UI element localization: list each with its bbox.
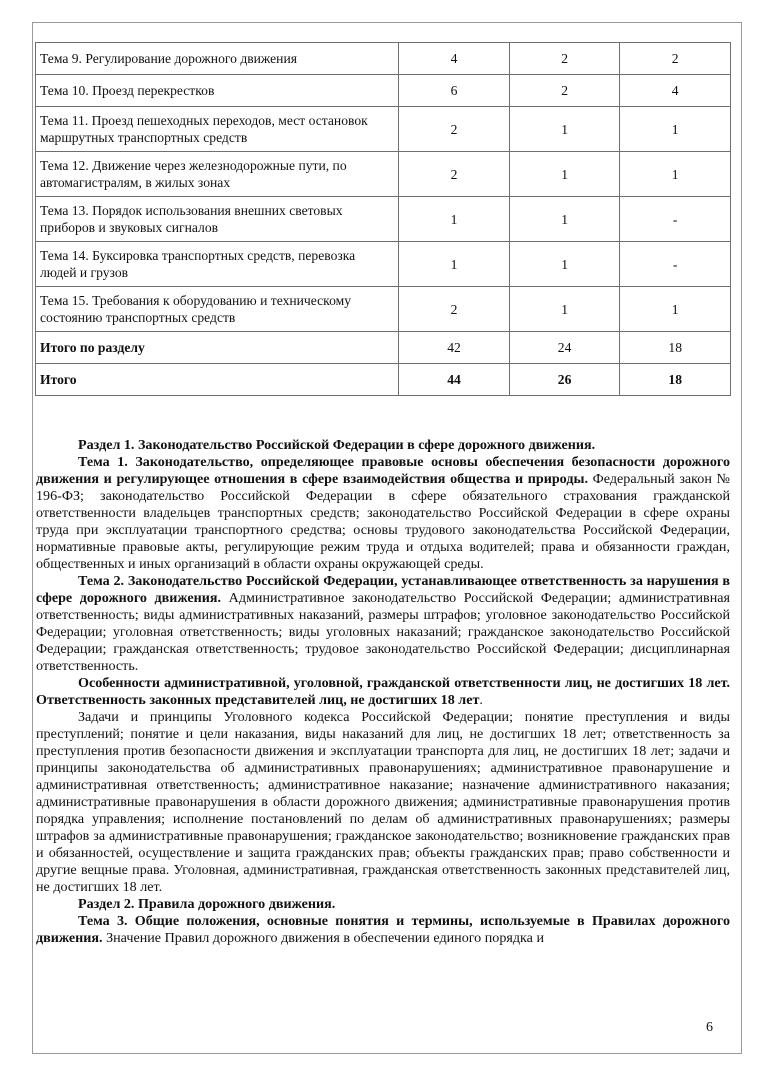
total-hours-cell: 2 <box>399 107 510 152</box>
theory-hours-cell: 2 <box>509 43 620 75</box>
practice-hours-cell: 1 <box>620 152 731 197</box>
page-number: 6 <box>706 1020 713 1035</box>
theory-hours-cell: 24 <box>509 332 620 364</box>
table-row <box>36 43 731 75</box>
practice-hours-cell: 18 <box>620 364 731 396</box>
paragraph <box>36 454 730 573</box>
theory-hours-cell: 1 <box>509 197 620 242</box>
total-hours-cell: 1 <box>399 242 510 287</box>
practice-hours-cell: 2 <box>620 43 731 75</box>
topic-cell: Тема 11. Проезд пешеходных переходов, мест остановок маршрутных транспортных средств <box>36 107 399 152</box>
total-hours-cell: 44 <box>399 364 510 396</box>
minors-heading-end: . <box>479 692 483 708</box>
topic-cell: Тема 15. Требования к оборудованию и техническому состоянию транспортных средств <box>36 287 399 332</box>
section-1-title: Раздел 1. Законодательство Российской Федерации в сфере дорожного движения. <box>78 437 596 453</box>
topic-2-text: Административное законодательство Российской Федерации; административная ответственность; виды административных наказаний, размеры штрафов; уголовное законодательство Российской Федерации; уголовная ответственность; виды уголовных наказаний; гражданское законодательство Российской Федерации; гражданская ответственность; трудовое законодательство Российской Федерации; дисциплинарная ответственность. <box>36 590 730 674</box>
practice-hours-cell: - <box>620 242 731 287</box>
theory-hours-cell: 1 <box>509 107 620 152</box>
practice-hours-cell: - <box>620 197 731 242</box>
table-row <box>36 107 731 152</box>
minors-heading: Особенности административной, уголовной, гражданской ответственности лиц, не достигших 18 лет. Ответственность законных представителей лиц, не достигших 18 лет <box>36 675 730 708</box>
theory-hours-cell: 1 <box>509 242 620 287</box>
topic-cell: Тема 10. Проезд перекрестков <box>36 75 399 107</box>
section-subtotal-row <box>36 332 731 364</box>
topic-cell: Тема 9. Регулирование дорожного движения <box>36 43 399 75</box>
topic-3-text: Значение Правил дорожного движения в обеспечении единого порядка и <box>102 930 544 946</box>
total-hours-cell: 2 <box>399 152 510 197</box>
section-2-title: Раздел 2. Правила дорожного движения. <box>78 896 336 912</box>
table-row <box>36 152 731 197</box>
practice-hours-cell: 1 <box>620 107 731 152</box>
paragraph <box>36 675 730 709</box>
paragraph <box>36 709 730 896</box>
body-text <box>36 437 730 947</box>
topic-1-text: Федеральный закон № 196-ФЗ; законодательство Российской Федерации в сфере обязательного страхования гражданской ответственности владельцев транспортных средств; законодательство Российской Федерации в сфере охраны труда при эксплуатации транспортного средства; основы трудового законодательства Российской Федерации, нормативные правовые акты, регулирующие режим труда и отдыха водителей; права и обязанности граждан, общественных и иных организаций в области охраны окружающей среды. <box>36 471 730 572</box>
topic-2-title: Тема 2. Законодательство Российской Федерации, устанавливающее ответственность за нарушения в сфере дорожного движения. <box>36 573 730 606</box>
practice-hours-cell: 18 <box>620 332 731 364</box>
minors-text: Задачи и принципы Уголовного кодекса Российской Федерации; понятие преступления и виды преступлений; понятие и цели наказания, виды наказаний для лиц, не достигших 18 лет; ответственность за преступления против безопасности движения и эксплуатации транспорта для лиц, не достигших 18 лет; задачи и принципы законодательства об административных правонарушениях; административное правонарушение и административная ответственность; административное наказание; назначение административного наказания; административные правонарушения в области дорожного движения; административные правонарушения против порядка управления; исполнение постановлений по делам об административных правонарушениях; размеры штрафов за административные правонарушения; гражданское законодательство; возникновение гражданских прав и обязанностей, осуществление и защита гражданских прав; объекты гражданских прав; право собственности и другие вещные права. Уголовная, административная, гражданская ответственность законных представителей лиц, не достигших 18 лет. <box>36 709 730 895</box>
paragraph <box>36 913 730 947</box>
table-row <box>36 287 731 332</box>
table-row <box>36 75 731 107</box>
topic-1-title: Тема 1. Законодательство, определяющее правовые основы обеспечения безопасности дорожного движения и регулирующее отношения в сфере взаимодействия общества и природы. <box>36 454 730 487</box>
practice-hours-cell: 1 <box>620 287 731 332</box>
table-row <box>36 242 731 287</box>
topic-cell: Тема 13. Порядок использования внешних световых приборов и звуковых сигналов <box>36 197 399 242</box>
paragraph <box>36 573 730 675</box>
total-hours-cell: 1 <box>399 197 510 242</box>
subtotal-label: Итого по разделу <box>36 332 399 364</box>
topic-cell: Тема 12. Движение через железнодорожные пути, по автомагистралям, в жилых зонах <box>36 152 399 197</box>
section-heading <box>36 437 730 454</box>
curriculum-table <box>35 42 731 396</box>
theory-hours-cell: 1 <box>509 152 620 197</box>
theory-hours-cell: 1 <box>509 287 620 332</box>
total-hours-cell: 6 <box>399 75 510 107</box>
section-heading <box>36 896 730 913</box>
topic-cell: Тема 14. Буксировка транспортных средств, перевозка людей и грузов <box>36 242 399 287</box>
theory-hours-cell: 26 <box>509 364 620 396</box>
practice-hours-cell: 4 <box>620 75 731 107</box>
total-hours-cell: 42 <box>399 332 510 364</box>
grand-total-row <box>36 364 731 396</box>
total-hours-cell: 4 <box>399 43 510 75</box>
topic-3-title: Тема 3. Общие положения, основные понятия и термины, используемые в Правилах дорожного движения. <box>36 913 730 946</box>
total-label: Итого <box>36 364 399 396</box>
total-hours-cell: 2 <box>399 287 510 332</box>
theory-hours-cell: 2 <box>509 75 620 107</box>
table-row <box>36 197 731 242</box>
